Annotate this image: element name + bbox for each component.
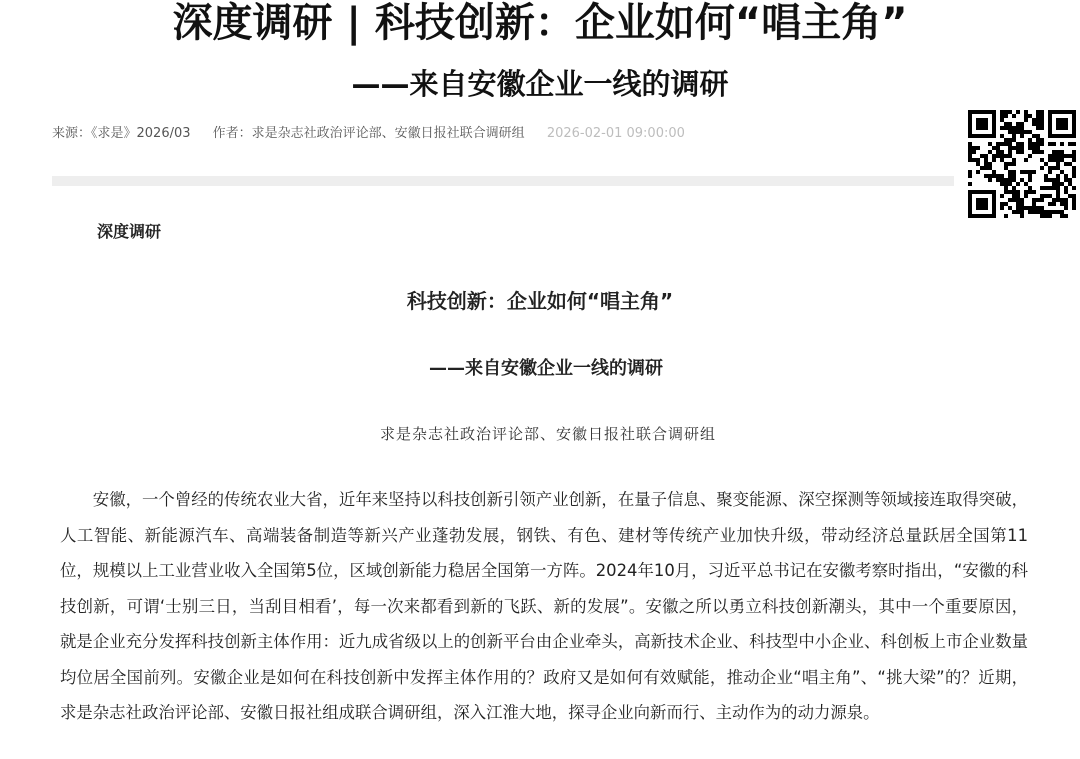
section-label: 深度调研: [97, 222, 162, 241]
article-paragraph: 安徽，一个曾经的传统农业大省，近年来坚持以科技创新引领产业创新，在量子信息、聚变能源、深空探测等领域接连取得突破，人工智能、新能源汽车、高端装备制造等新兴产业蓬勃发展，钢铁、有色、建材等传统产业加快升级，带动经济总量跃居全国第11位，规模以上工业营业收入全国第5位，区域创新能力稳居全国第一方阵。2024年10月，习近平总书记在安徽考察时指出，“安徽的科技创新，可谓‘士别三日，当刮目相看’，每一次来都看到新的飞跃、新的发展”。安徽之所以勇立科技创新潮头，其中一个重要原因，就是企业充分发挥科技创新主体作用：近九成省级以上的创新平台由企业牵头，高新技术企业、科技型中小企业、科创板上市企业数量均位居全国前列。安徽企业是如何在科技创新中发挥主体作用的？政府又是如何有效赋能，推动企业“唱主角”、“挑大梁”的？近期，求是杂志社政治评论部、安徽日报社组成联合调研组，深入江淮大地，探寻企业向新而行、主动作为的动力源泉。: [60, 490, 1028, 722]
meta-source: 来源：《求是》2026/03: [52, 126, 191, 141]
article-byline: 求是杂志社政治评论部、安徽日报社联合调研组: [379, 425, 716, 443]
article-subtitle: ——来自安徽企业一线的调研: [429, 358, 663, 379]
article-meta: [52, 125, 685, 143]
page-subtitle: ——来自安徽企业一线的调研: [351, 67, 729, 101]
page-title: 深度调研 | 科技创新：企业如何“唱主角”: [172, 0, 908, 46]
article-title: 科技创新：企业如何“唱主角”: [406, 289, 674, 313]
qr-code-icon: [968, 110, 1076, 218]
meta-datetime: 2026-02-01 09:00:00: [546, 126, 685, 141]
meta-author: 作者：求是杂志社政治评论部、安徽日报社联合调研组: [212, 126, 525, 141]
header-divider: [52, 176, 954, 186]
